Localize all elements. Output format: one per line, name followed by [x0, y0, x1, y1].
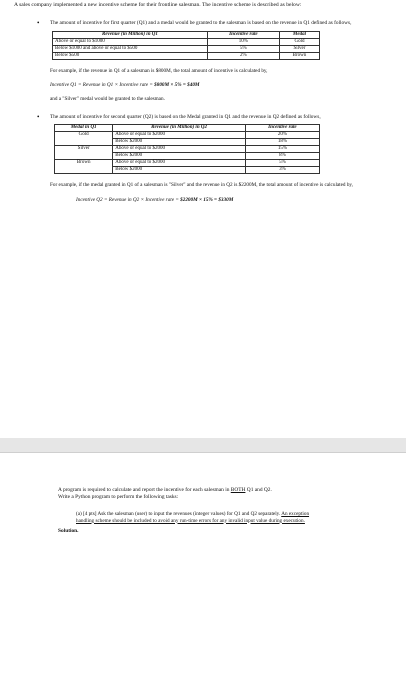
task-a [14, 511, 326, 524]
table-row [53, 52, 320, 59]
table-cell: Brown [279, 52, 319, 59]
table-cell-medal: Gold [55, 132, 113, 146]
requirement-emphasis: BOTH [230, 487, 246, 493]
table-header: Incentive rate [207, 31, 279, 38]
table-header: Incentive rate [245, 125, 319, 132]
table-cell: Above or equal to $2000 [113, 132, 246, 139]
table-header-row [55, 125, 320, 132]
task-a-underlined: An exception handling scheme should be included to avoid any run-time errors for any invalid input value during execution. [76, 511, 310, 524]
table-row [55, 160, 320, 167]
q1-formula-right: $800M × 5% = $40M [154, 82, 200, 89]
requirement-line2: Write a Python program to perform the following tasks: [58, 494, 179, 500]
document-page-2 [0, 452, 406, 700]
table-cell: 18% [245, 139, 319, 146]
q1-example-text: For example, if the revenue in Q1 of a salesman is $800M, the total amount of incentive is calculated by, [50, 67, 268, 74]
task-a-text: (a) [4 pts] Ask the salesman (user) to input the revenues (integer values) for Q1 and Q2 separately. [76, 511, 281, 517]
table-cell: 5% [245, 160, 319, 167]
table-cell: Below $1000 and above or equal to $500 [53, 45, 208, 52]
q2-bullet-text: The amount of incentive for second quarter (Q2) is based on the Medal granted in Q1 and the revenue in Q2 defined as follows, [50, 113, 321, 120]
q2-formula [14, 197, 392, 203]
table-cell: 3% [245, 167, 319, 174]
q2-formula-left: Incentive Q2 = Revenue in Q2 × Incentive rate = [76, 196, 179, 203]
table-cell-medal: Silver [55, 146, 113, 160]
table-cell: 8% [245, 153, 319, 160]
table-cell: Above or equal to $2000 [113, 146, 246, 153]
table-cell: Above or equal to $2000 [113, 160, 246, 167]
table-row [55, 132, 320, 139]
table-cell: Below $2000 [113, 153, 246, 160]
requirement-text [14, 487, 392, 501]
table-row [55, 146, 320, 153]
table-header: Revenue (in Million) in Q2 [113, 125, 246, 132]
requirement-part-a: A program is required to calculate and report the incentive for each salesman in [58, 487, 230, 493]
table-cell: Below $2000 [113, 139, 246, 146]
bullet-dot-icon: • [37, 112, 40, 121]
q2-formula-right: $2200M × 15% = $330M [180, 196, 234, 203]
table-cell: 15% [245, 146, 319, 153]
table-cell: Above or equal to $1000 [53, 38, 208, 45]
table-header-row [53, 31, 320, 38]
bullet-dot-icon: • [37, 19, 40, 27]
table-cell: 2% [207, 52, 279, 59]
table-row [53, 45, 320, 52]
table-cell: 5% [207, 45, 279, 52]
q1-formula-left: Incentive Q1 = Revenue in Q1 × Incentive rate = [50, 82, 153, 89]
q1-formula [14, 82, 392, 88]
table-cell-medal: Brown [55, 160, 113, 174]
table-cell: 20% [245, 132, 319, 139]
q2-example-text: For example, if the medal granted in Q1 of a salesman is "Silver" and the revenue in Q2 is $2200M, the total amount of incentive is calculated by, [50, 182, 353, 189]
q1-incentive-table [52, 31, 320, 60]
q1-bullet-text: The amount of incentive for first quarter (Q1) and a medal would be granted to the salesman is based on the revenue in Q1 defined as follows, [50, 20, 352, 26]
q2-incentive-table [54, 124, 320, 174]
q1-medal-note: and a "Silver" medal would be granted to the salesman. [50, 96, 165, 103]
requirement-part-b: Q1 and Q2. [246, 487, 272, 493]
q1-bullet [14, 20, 392, 27]
solution-heading: Solution. [58, 528, 79, 535]
table-cell: 10% [207, 38, 279, 45]
intro-text: A sales company implemented a new incentive scheme for their frontline salesman. The incentive scheme is described as below: [14, 2, 302, 8]
q2-bullet [14, 114, 392, 121]
table-cell: Gold [279, 38, 319, 45]
table-header: Medal in Q1 [55, 125, 113, 132]
table-header: Medal [279, 31, 319, 38]
table-cell: Below $500 [53, 52, 208, 59]
table-cell: Silver [279, 45, 319, 52]
table-header: Revenue (in Million) in Q1 [53, 31, 208, 38]
table-row [53, 38, 320, 45]
table-cell: Below $2000 [113, 167, 246, 174]
